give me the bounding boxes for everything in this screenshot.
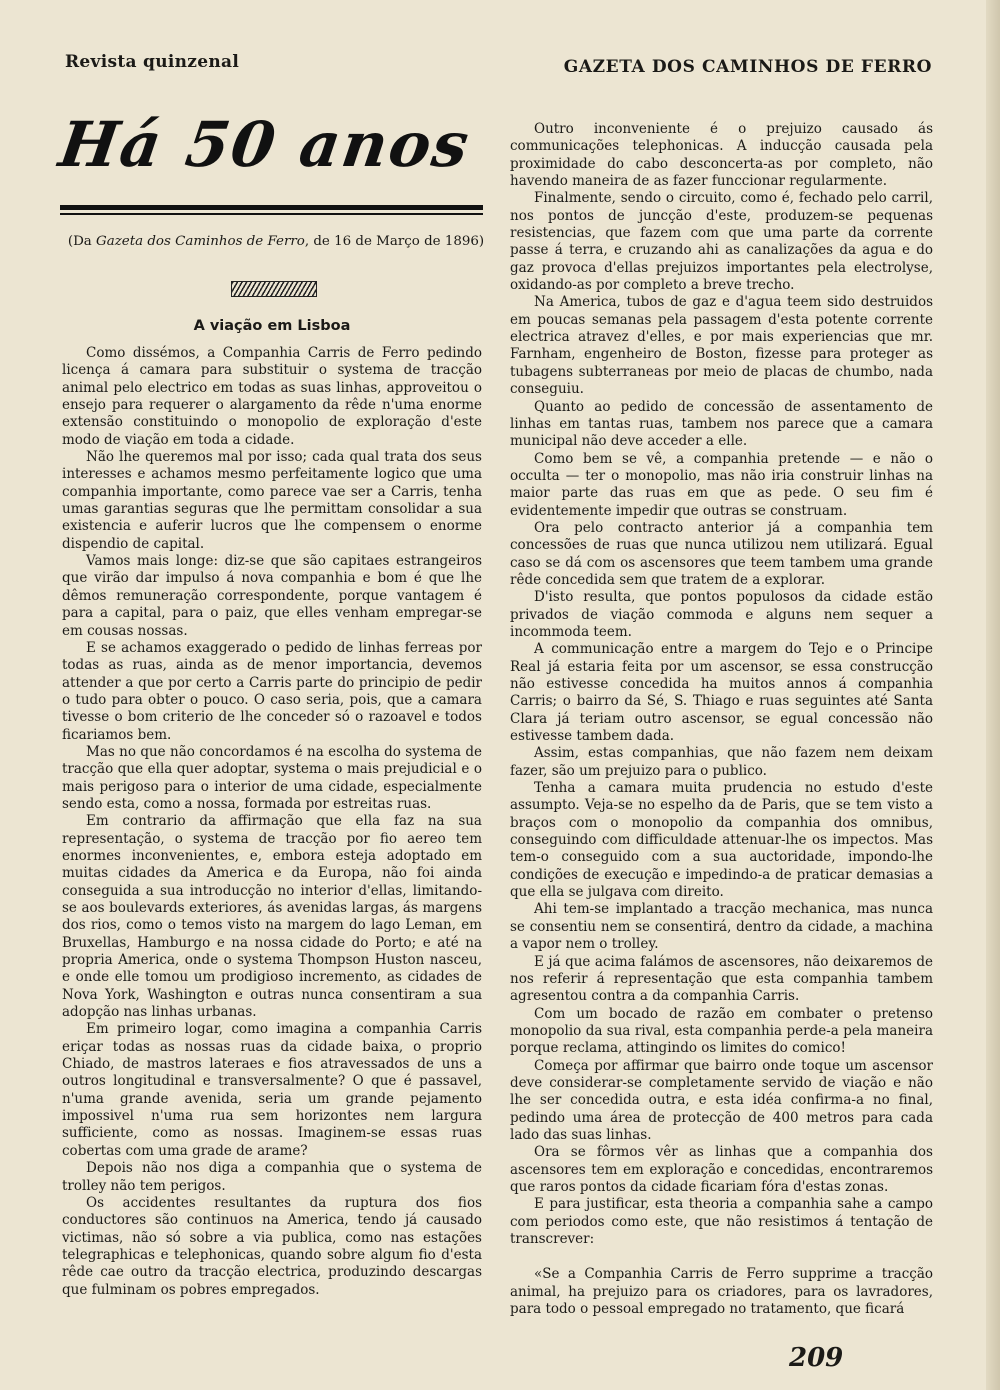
paragraph: D'isto resulta, que pontos populosos da cidade estão privados de viação commoda e alguns nem sequer a incommoda teem. <box>510 589 933 640</box>
paragraph: Em contrario da affirmação que ella faz na sua representação, o systema de tracção por fio aereo tem enormes inconvenientes, e, embora esteja adoptado em muitas cidades da America e da Europa, não foi ainda conseguida a sua introducção no interior d'ellas, limitando-se aos boulevards exteriores, ás avenidas largas, ás margens dos rios, como o temos visto na margem do lago Leman, em Bruxellas, Hamburgo e na nossa cidade do Porto; e até na propria America, onde o systema Thompson Huston nasceu, e onde elle tomou um prodigioso incremento, as cidades de Nova York, Washington e outras nunca consentiram a sua adopção nas linhas urbanas. <box>62 813 482 1021</box>
masthead-rule-thin <box>60 213 483 215</box>
source-note <box>66 234 486 249</box>
paragraph: Os accidentes resultantes da ruptura dos fios conductores são continuos na America, tendo já causado victimas, não só sobre a via publica, como nas estações telegraphicas e telephonicas, quando sobre algum fio d'esta rêde cae outro da tracção electrica, produzindo descargas que fulminam os pobres empregados. <box>62 1194 482 1298</box>
masthead-title: Há 50 anos <box>54 108 475 181</box>
page-number: 209 <box>789 1343 844 1373</box>
paragraph: Não lhe queremos mal por isso; cada qual trata dos seus interesses e achamos mesmo perfeitamente logico que uma companhia importante, como parece vae ser a Carris, tenha umas garantias seguras que lhe permittam consolidar a sua existencia e auferir lucros que lhe compensem o enorme dispendio de capital. <box>62 449 482 552</box>
paragraph: A communicação entre a margem do Tejo e o Principe Real já estaria feita por um ascensor, se essa construcção não estivesse concedida ha muitos annos á companhia Carris; o bairro da Sé, S. Thiago e ruas seguintes até Santa Clara já teriam outro ascensor, se egual concessão não estivesse tambem dada. <box>510 641 933 745</box>
paragraph: Ora se fôrmos vêr as linhas que a companhia dos ascensores tem em exploração e concedidas, encontraremos que raros pontos da cidade ficariam fóra d'estas zonas. <box>510 1144 933 1195</box>
paragraph: E se achamos exaggerado o pedido de linhas ferreas por todas as ruas, ainda as de menor importancia, devemos attender a que por certo a Carris parte do principio de pedir o tudo para obter o pouco. O caso seria, pois, que a camara tivesse o bom criterio de lhe conceder só o razoavel e todos ficariamos bem. <box>62 639 482 743</box>
source-prefix: (Da <box>67 234 97 249</box>
paragraph: Vamos mais longe: diz-se que são capitaes estrangeiros que virão dar impulso á nova companhia e bom é que lhe dêmos remuneração correspondente, porque vantagem é para a capital, para o paiz, que elles venham empregar-se em cousas nossas. <box>62 553 482 639</box>
running-header-left: Revista quinzenal <box>65 52 240 72</box>
right-column <box>510 121 933 1318</box>
paragraph: Tenha a camara muita prudencia no estudo d'este assumpto. Veja-se no espelho da de Paris, que se tem visto a braços com o monopolio da companhia dos omnibus, conseguindo com difficuldade attenuar-lhe os impectos. Mas tem-o conseguido com a sua auctoridade, impondo-lhe condições de execução e impedindo-a de praticar demasias a que ella se julgava com direito. <box>510 780 933 901</box>
ornament-divider <box>231 281 317 297</box>
source-suffix: , de 16 de Março de 1896) <box>304 234 485 249</box>
masthead-rule <box>60 205 483 210</box>
paragraph: Ahi tem-se implantado a tracção mechanica, mas nunca se consentiu nem se consentirá, dentro da cidade, a machina a vapor nem o trolley. <box>510 901 933 953</box>
paragraph: E já que acima falámos de ascensores, não deixaremos de nos referir á representação que esta companhia tambem agresentou contra a da companhia Carris. <box>510 953 933 1005</box>
paragraph: Como bem se vê, a companhia pretende — e não o occulta — ter o monopolio, mas não iria construir linhas na maior parte das ruas em que as pede. O seu fim é evidentemente impedir que outras se construam. <box>510 450 933 519</box>
source-publication: Gazeta dos Caminhos de Ferro <box>96 234 305 249</box>
masthead <box>54 108 483 198</box>
paragraph: Assim, estas companhias, que não fazem nem deixam fazer, são um prejuizo para o publico. <box>510 745 933 779</box>
left-column <box>62 345 482 1299</box>
paragraph: Ora pelo contracto anterior já a companhia tem concessões de ruas que nunca utilizou nem utilizará. Egual caso se dá com os ascensores que teem tambem uma grande rêde concedida sem que tratem de a explorar. <box>510 519 933 588</box>
quotation: «Se a Companhia Carris de Ferro supprime a tracção animal, ha prejuizo para os criadores, para os lavradores, para todo o pessoal empregado no tratamento, que ficará <box>510 1266 933 1318</box>
page-edge <box>986 0 1000 1390</box>
paragraph: Com um bocado de razão em combater o pretenso monopolio da sua rival, esta companhia perde-a pela maneira porque reclama, attingindo os limites do comico! <box>510 1005 933 1057</box>
paragraph: Na America, tubos de gaz e d'agua teem sido destruidos em poucas semanas pela passagem d'esta potente corrente electrica atravez d'elles, e por mais experiencias que mr. Farnham, engenheiro de Boston, fizesse para proteger as tubagens subterraneas por meio de placas de chumbo, nada conseguiu. <box>510 294 933 398</box>
paragraph: Quanto ao pedido de concessão de assentamento de linhas em tantas ruas, tambem nos parece que a camara municipal não deve acceder a elle. <box>510 398 933 450</box>
running-header-right: GAZETA DOS CAMINHOS DE FERRO <box>563 57 932 77</box>
paragraph: E para justificar, esta theoria a companhia sahe a campo com periodos como este, que não resistimos á tentação de transcrever: <box>510 1196 933 1247</box>
paragraph: Mas no que não concordamos é na escolha do systema de tracção que ella quer adoptar, systema o mais prejudicial e o mais perigoso para o interior de uma cidade, especialmente sendo esta, como a nossa, formada por estreitas ruas. <box>62 743 482 812</box>
section-title: A viação em Lisboa <box>193 318 351 334</box>
paragraph: Começa por affirmar que bairro onde toque um ascensor deve considerar-se completamente servido de viação e não lhe ser concedida outra, e esta idéa confirma-a no final, pedindo uma área de protecção de 400 metros para cada lado das suas linhas. <box>510 1057 933 1143</box>
paragraph: Outro inconveniente é o prejuizo causado ás communicações telephonicas. A inducção causada pela proximidade do cabo desconcerta-as por completo, não havendo maneira de as fazer funccionar regularmente. <box>510 121 933 190</box>
paragraph: Depois não nos diga a companhia que o systema de trolley não tem perigos. <box>62 1160 482 1194</box>
paragraph: Como dissémos, a Companhia Carris de Ferro pedindo licença á camara para substituir o systema de tracção animal pelo electrico em todas as suas linhas, approveitou o ensejo para requerer o alargamento da rêde n'uma enorme extensão constituindo o monopolio de exploração d'este modo de viação em toda a cidade. <box>62 345 482 448</box>
paragraph: Em primeiro logar, como imagina a companhia Carris eriçar todas as nossas ruas da cidade baixa, o proprio Chiado, de mastros lateraes e fios atravessados de uns a outros longitudinal e transversalmente? O que é passavel, n'uma grande avenida, seria um grande pejamento impossivel n'uma rua sem horizontes nem largura sufficiente, como as nossas. Imaginem-se essas ruas cobertas com uma grade de arame? <box>62 1021 482 1159</box>
spacer <box>510 1248 933 1266</box>
paragraph: Finalmente, sendo o circuito, como é, fechado pelo carril, nos pontos de juncção d'este, produzem-se pequenas resistencias, que fazem com que uma parte da corrente passe á terra, e cruzando ahi as canalizações da agua e do gaz provoca d'ellas prejuizos importantes pela electrolyse, oxidando-as por completo a breve trecho. <box>510 190 933 294</box>
